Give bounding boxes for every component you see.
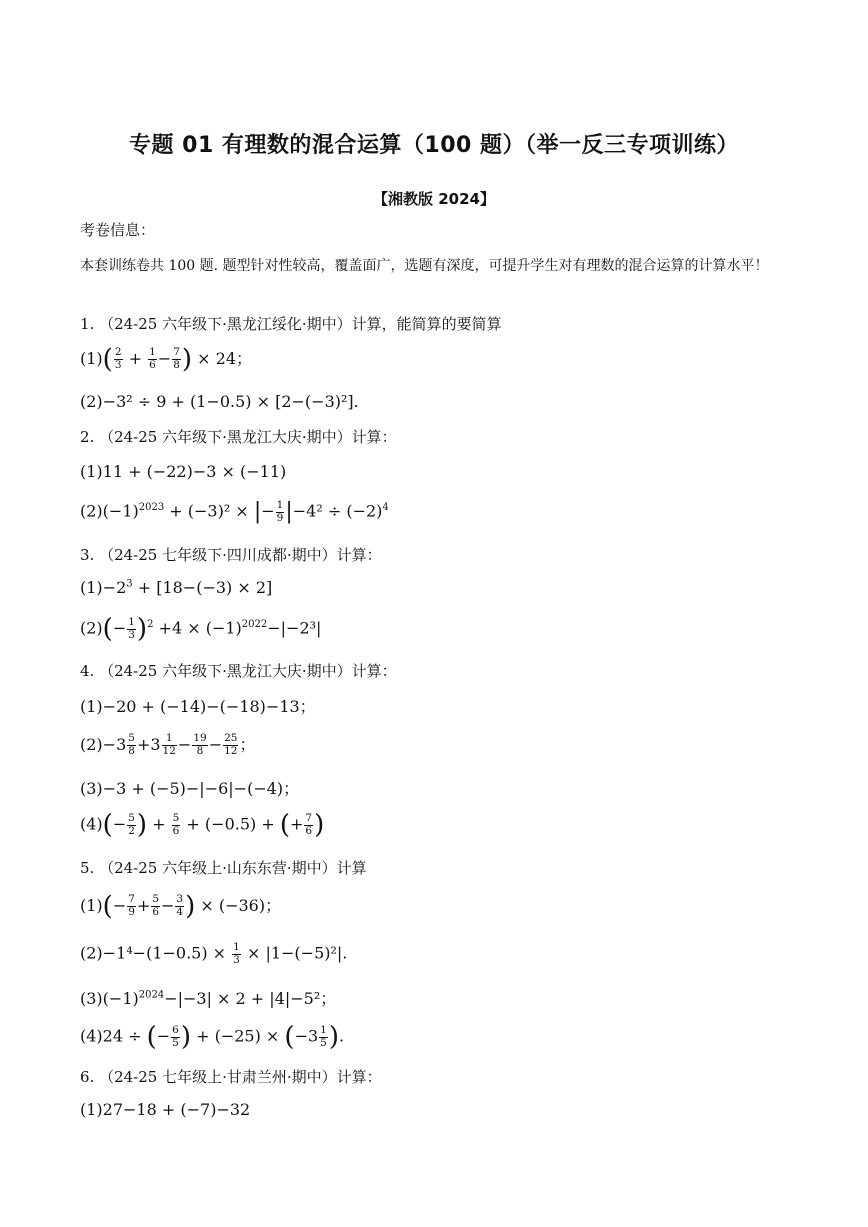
question-4-part-3: (3)−3 + (−5)−|−6|−(−4)； [80, 779, 300, 798]
question-2-part-1: (1)11 + (−22)−3 × (−11) [80, 462, 287, 481]
question-5-part-4: (4)24 ÷ (− $\frac{6}{5}$ ) + (−25) × (−3 $\frac{1}{5}$ ). [80, 1022, 345, 1052]
question-6-part-1: (1)27−18 + (−7)−32 [80, 1100, 251, 1119]
question-1-header: 1. （24-25 六年级下·黑龙江绥化·期中）计算，能简算的要简算 [80, 315, 502, 333]
question-4-part-1: (1)−20 + (−14)−(−18)−13； [80, 697, 316, 716]
info-text: 本套训练卷共 100 题. 题型针对性较高，覆盖面广，选题有深度，可提升学生对有理数的混合运算的计算水平！ [80, 258, 769, 274]
question-2-header: 2. （24-25 六年级下·黑龙江大庆·期中）计算： [80, 428, 397, 446]
question-4-header: 4. （24-25 六年级下·黑龙江大庆·期中）计算： [80, 662, 397, 680]
info-label: 考卷信息： [80, 221, 156, 239]
question-6-header: 6. （24-25 七年级上·甘肃兰州·期中）计算： [80, 1068, 382, 1086]
question-4-part-2: (2)−3 $\frac{5}{8}$ +3 $\frac{1}{12}$ − $\frac{19}{8}$ − $\frac{25}{12}$ ； [80, 732, 256, 757]
page-title: 专题 01 有理数的混合运算（100 题）（举一反三专项训练） [128, 133, 740, 158]
question-1-part-2: (2)−3² ÷ 9 + (1−0.5) × [2−(−3)²]. [80, 392, 359, 411]
question-3-header: 3. （24-25 七年级下·四川成都·期中）计算： [80, 546, 382, 564]
question-2-part-2: $(2)(-1)^{2023} + (-3)^2$ × |− $\frac{1}{9}$ $|-4^2 \div (-2)^4$ [80, 499, 389, 525]
question-5-part-1: (1)(− $\frac{7}{9}$ + $\frac{5}{6}$ − $\frac{3}{4}$ ) × (−36)； [80, 891, 282, 922]
question-5-header: 5. （24-25 六年级上·山东东营·期中）计算 [80, 859, 367, 877]
question-3-part-1: $(1)-2^3 + [18-(-3) \times 2]$ [80, 578, 273, 597]
question-4-part-4: (4)(− $\frac{5}{2}$ ) + $\frac{5}{6}$ + (−0.5) + (+ $\frac{7}{6}$ ) [80, 810, 325, 840]
edition-label: 【湘教版 2024】 [373, 190, 495, 208]
question-5-part-2: (2)−1⁴−(1−0.5) × $\frac{1}{3}$ × |1−(−5)²|. [80, 941, 348, 966]
question-5-part-3: $(3)(-1)^{2024}-|-3| \times 2 + |4|-5^2$； [80, 989, 337, 1008]
question-1-part-1: (1)( $\frac{2}{3}$ + $\frac{1}{6}$ − $\frac{7}{8}$ ) × 24； [80, 344, 252, 375]
question-3-part-2: (2)(− $\frac{1}{3}$ )$^2 +4 \times (-1)^{2022}-|-2^3|$ [80, 614, 322, 644]
